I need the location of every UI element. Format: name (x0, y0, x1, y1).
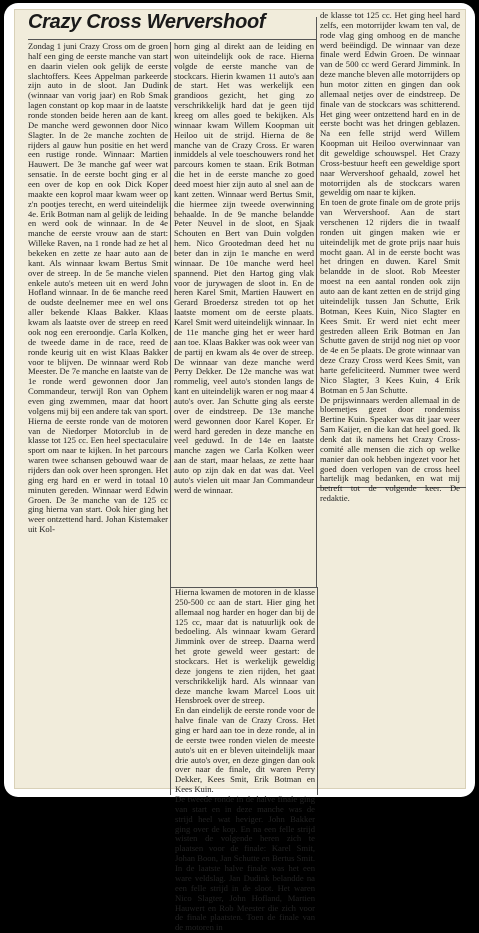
column-3-text: Hierna kwamen de motoren in de klasse 250-500 cc aan de start. Hier ging het allemaal nog harder en hoger dan bij de 125 cc, maar dat is natuurlijk ook de bedoeling. Als winnaar kwam Gerard Jimmink over de streep. Daarna werd het grote geweld weer gestart: de stockcars. Het is werkelijk geweldig deze jongens te zien rijden, het gaat verschrikkelijk hard. Als winnaar van deze manche kwam Marcel Loos uit Hensbroek over de streep. En dan eindelijk de eerste ronde voor de halve finale van de Crazy Cross. Het ging er hard aan toe in deze ronde, al in de eerste twee ronden vielen de meeste auto's uit en er bleven uiteindelijk maar drie auto's over, en deze gingen dan ook over naar de finale, dit waren Perry Dekker, Kees Smit, Erik Botman en Kees Kuin. De tweede ronde in de halve finale ging van start en in deze manche was de strijd heel wat heviger. John Bakker ging over de kop. En na een felle strijd wisten de volgende heren zich te plaatsen voor de finale: Karel Smit, Johan Boon, Jan Schutte en Bertus Smit. In de laatste halve finale was het een ware veldslag. Jan Dudink belandde na een felle strijd in de sloot. Het waren Nico Slagter, John Hofland, Martien Hauwert en Rob Meester die zich voor de finale plaatsten. Toen de finale van de motoren in (175, 587, 315, 933)
article-column-2 (174, 42, 314, 587)
box-rule-right (317, 587, 318, 795)
article-title: Crazy Cross Wervershoof (28, 11, 266, 33)
photo-frame (4, 3, 475, 933)
column-2-text: horn ging al direkt aan de leiding en won uiteindelijk ook de race. Hierna volgde de eerste manche van de stockcars. Hierin kwamen 11 auto's aan de start. Het was werkelijk een grandioos gezicht, het ging zo verschrikkelijk hard dat je geen tijd kreeg om alles goed te bekijken. Als winnaar kwam Willem Koopman uit Heiloo uit de strijd. Hierna de 8e manche van de Crazy Cross. Er waren inmiddels al vele toeschouwers rond het parcours komen te staan. Erik Botman die het in de eerste manche zo goed deed moest hier zijn auto al snel aan de kant zetten. Winnaar werd Bertus Smit, die hiermee zijn tweede overwinning behaalde. In de 9e manche belandde Peter Neuvel in de sloot, en Sjaak Schouten en Bert van Duin volgden hem. Nico Grootedman deed het nu beter dan in zijn 1e manche en werd winnaar. De 10e manche werd heel spannend. Piet den Hartog ging vlak voor de jurywagen de sloot in. En de heren Karel Smit, Martien Hauwert en Gerard Broedersz streden tot op het laatste moment om de eerste plaats. Karel Smit werd uiteindelijk winnaar. In de 11e manche ging het er weer hard aan toe. Klaas Bakker was ook weer van de partij en kwam als 4e over de streep. De winnaar van deze manche werd Perry Dekker. De 12e manche was wat rommelig, veel auto's stonden langs de kant en uiteindelijk waren er nog maar 4 auto's over. Jan Schutte ging als eerste over de eindstreep. De 13e manche werd gewonnen door Karel Koper. Er werd hard gereden in deze manche en veel geduwd. In de 14e en laatste manche zagen we Carla Kolken weer aan de start, maar helaas, ze zette haar auto op zijn dak en dat was dat. Veel auto's vielen uit maar Jan Commandeur werd de winnaar. (174, 41, 314, 495)
article-column-1 (28, 42, 168, 587)
newspaper-clipping (14, 9, 466, 933)
article-column-4 (320, 10, 460, 504)
column-4-text: de klasse tot 125 cc. Het ging heel hard zelfs, een motorrijder kwam ten val, de rode vlag ging omhoog en de manche werd beëindigd. De winnaar van deze finale werd Edwin Groen. De winnaar van de 500 cc werd Gerard Jimmink. In deze manche bleven alle motorrijders op hun motor zitten en gingen dan ook allemaal netjes over de eindstreep. De finale van de stockcars was schitterend. Het ging weer ontzettend hard en in de eerste bocht was het dringen geblazen. Na een felle strijd werd Willem Koopman uit Heiloo overwinnaar van dit geweldige schouwspel. Het Crazy Cross-bestuur heeft een geweldige sport naar Wervershoof gehaald, zowel het motorrijden als de stockcars waren geweldig om naar te kijken. En toen de grote finale om de grote prijs van Wervershoof. Aan de start verschenen 12 rijders die in twaalf ronden uit gingen maken wie er uiteindelijk met de grote prijs naar huis mocht gaan. Al in de eerste bocht was het dringen en duwen. Karel Smit belandde in de sloot. Rob Meester moest na een aantal ronden ook zijn auto aan de kant zetten en de strijd ging uiteindelijk tussen Jan Schutte, Erik Botman, Kees Kuin, Nico Slagter en Kees Smit. Er werd niet echt meer gestreden alleen Erik Botman en Jan Schutte gaven de strijd nog niet op voor de 4e en 5e plaats. De grote winnaar van deze Crazy Cross werd Kees Smit, van harte gefeliciteerd. Nummer twee werd Nico Slagter, 3 Kees Kuin, 4 Erik Botman en 5 Jan Schutte. De prijswinnaars werden allemaal in de bloemetjes gezet door rondemiss Bertine Kuin. Speaker was dit jaar weer Sam Kaijer, en die kan dat heel goed. Ik denk dat ik namens het Crazy Cross-comité alle mensen die zich op welke manier dan ook hebben ingezet voor het goed doen verlopen van de cross heel hartelijk mag bedanken, en wat mij betreft tot de volgende keer. De redaktie. (320, 10, 460, 504)
box-rule-left (170, 587, 171, 795)
article-column-3 (175, 587, 315, 933)
column-1-text: Zondag 1 juni Crazy Cross om de groen half een ging de eerste manche van start en daarin vielen ook gelijk de eerste slachtoffers. Kees Appelman parkeerde zijn auto in de sloot. Jan Dudink (winnaar van vorig jaar) en Rob Smak lagen constant op kop maar in de laatste ronde stonden beide heren aan de kant. De manche werd gewonnen door Nico Slagter. In de 2e manche zochten de rijders al gauw hun positie en het werd een rustige ronde. Winnaar: Martien Hauwert. De 3e manche gaf weer wat sensatie. In de eerste bocht ging er al een over de kop en ook Dick Koper maakte een koprol maar kwam weer op z'n pootjes terecht, en werd uiteindelijk 4e. Erik Botman nam al gelijk de leiding en werd ook de winnaar. In de 4e manche de eerste vrouw aan de start: Willeke Raven, na 1 ronde had ze het al bekeken en zette ze haar auto aan de kant. Als winnaar kwam Bertus Smit over de streep. In de 5e manche vielen enkele auto's meteen uit en werd John Hofland winnaar. In de 6e manche reed de oudste deelnemer mee en wel ons aller bekende Klaas Bakker. Klaas kwam als laatste over de streep en reed ook nog een ereroondje. Carla Kolken, de tweede dame in de race, reed de ronde keurig uit en wist Klaas Bakker voor te blijven. De winnaar werd Rob Meester. De 7e manche en laatste van de 1e ronde werd gewonnen door Jan Commandeur, terwijl Ron van Ophem even ging zwemmen, maar dat hoort volgens mij bij een andere tak van sport. Hierna de eerste ronde van de motoren van de Niedorper Motorclub in de klasse tot 125 cc. Een heel spectaculaire sport om naar te kijken. In het parcours waren twee schansen gebouwd waar de rijders dan ook over heen sprongen. Het ging erg hard en er werd in totaal 10 minuten gereden. Winnaar werd Edwin Groen. De 3e manche van de 125 cc ging hierna van start. Ook hier ging het weer ontzettend hard. Johan Kistemaker uit Kol- (28, 41, 168, 535)
column-rule-1 (170, 42, 171, 587)
title-rule (28, 39, 316, 40)
column-rule-2 (316, 17, 317, 587)
